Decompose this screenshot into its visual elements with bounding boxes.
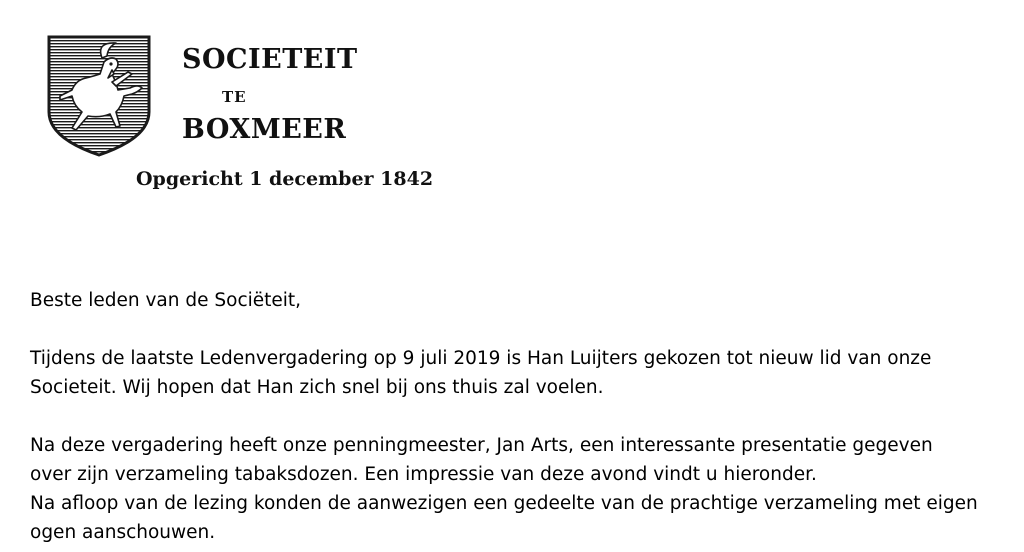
society-name-line-2: BOXMEER (182, 114, 347, 145)
paragraph-line: Societeit. Wij hopen dat Han zich snel bij ons thuis zal voelen. (30, 377, 604, 398)
society-name-connector: TE (222, 88, 247, 106)
paragraph-line: Tijdens de laatste Ledenvergadering op 9 juli 2019 is Han Luijters gekozen tot nieuw lid van onze (30, 348, 932, 369)
letter-body (30, 286, 1020, 547)
society-name-line-1: SOCIETEIT (182, 44, 358, 75)
letter-greeting: Beste leden van de Sociëteit, (30, 290, 302, 311)
founded-date: Opgericht 1 december 1842 (136, 168, 434, 190)
paragraph-line: ogen aanschouwen. (30, 522, 216, 543)
goat-crest-icon (46, 34, 152, 158)
letterhead (0, 0, 434, 210)
paragraph-line: Na deze vergadering heeft onze penningmeester, Jan Arts, een interessante presentatie gegeven (30, 435, 933, 456)
paragraph-line: Na afloop van de lezing konden de aanwezigen een gedeelte van de prachtige verzameling met eigen (30, 493, 978, 514)
paragraph-line: over zijn verzameling tabaksdozen. Een impressie van deze avond vindt u hieronder. (30, 464, 817, 485)
